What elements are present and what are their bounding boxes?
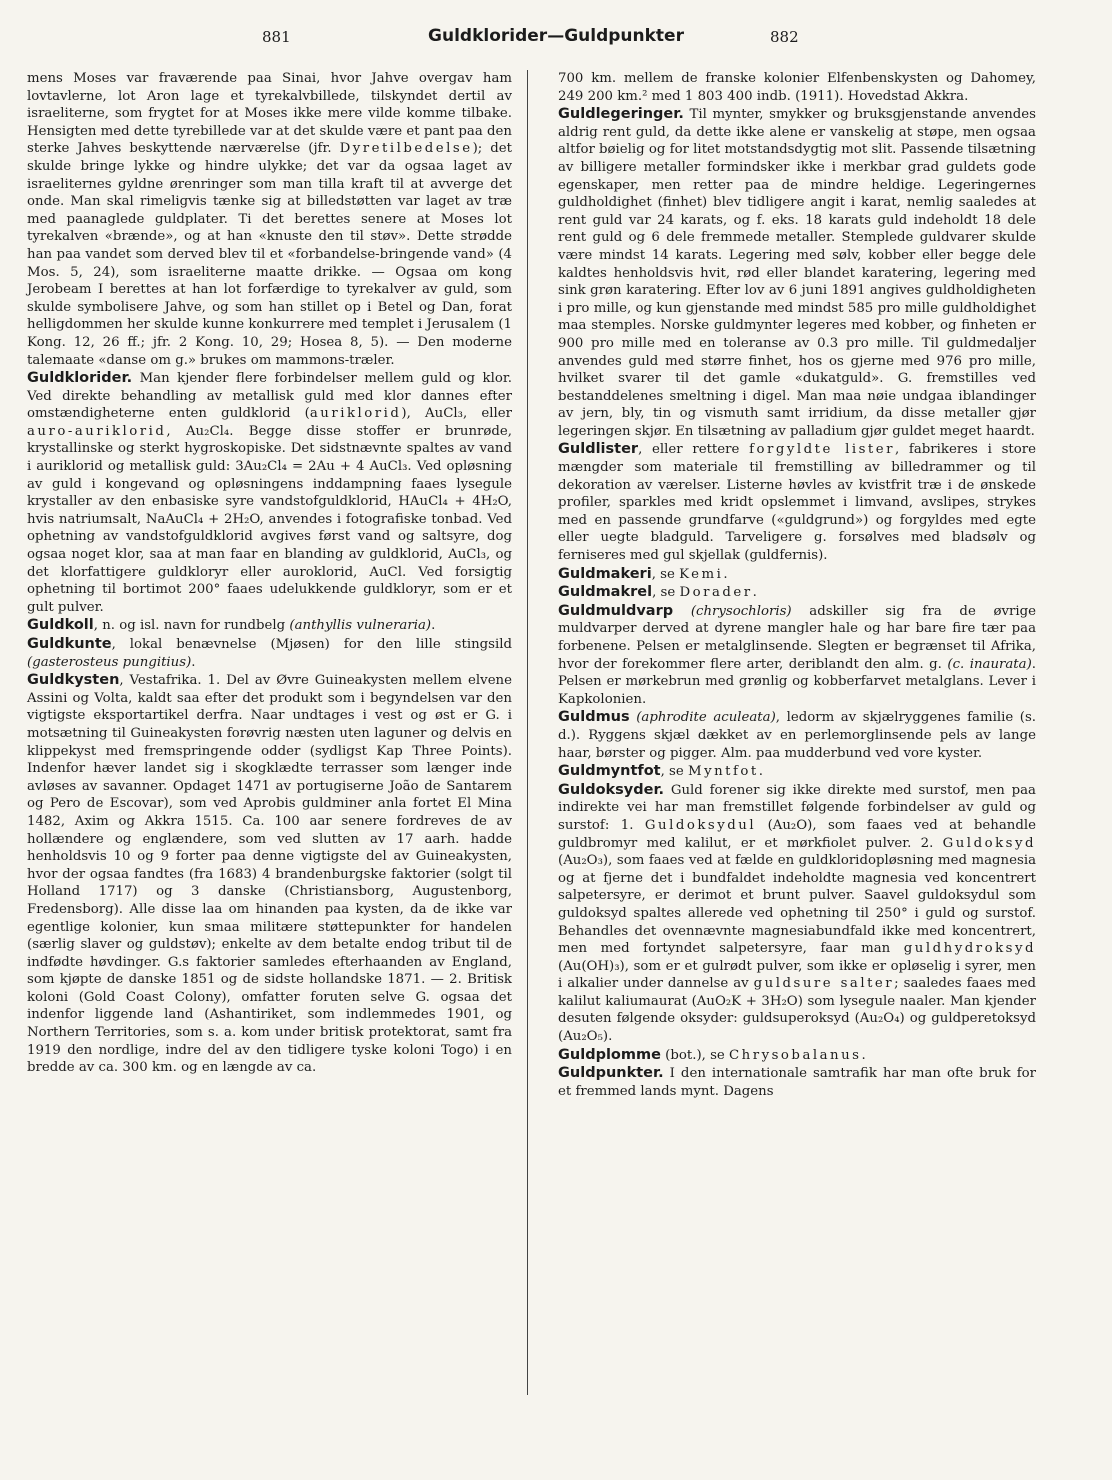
italic-text: (gasterosteus pungitius) (27, 654, 192, 670)
entry-text: Guld forener sig ikke direkte med surstof, men paa indirekte vei har man fremstillet følgende forbindelser av guld og surstof: 1. (558, 782, 1036, 833)
entry-headword: Guldpunkter. (558, 1065, 664, 1082)
entry-headword: Guldkunte (27, 636, 112, 652)
italic-text: (chrysochloris) (690, 603, 792, 619)
entry-text: , Vestafrika. 1. Del av Øvre Guineakysten mellem elvene Assini og Volta, kaldt saa efter det produkt som i begyndelsen var den vigtigste eksportartikel derfra. Naar undtages i vest og øst er G. i motsætning til Guineakysten forøvrig næsten uten laguner og delvis en klippekyst med fremspringende odder (sydligst Kap Three Points). Indenfor hæver landet sig i skogklædte terrasser som længer inde avløses av savanner. Opdaget 1471 av portugiserne João de Santarem og Pero de Escovar), som ved Aprobis guldminer anla fortet El Mina 1482, Axim og Akkra 1515. Ca. 100 aar senere fordreves de av hollændere og englændere, som ved slutten av 17 aarh. hadde henholdsvis 10 og 9 forter paa denne vigtigste del av Guineakysten, hvor der ogsaa fandtes (fra 1683) 4 brandenburgske faktorier (solgt til Holland 1717) og 3 danske (Christiansborg, Augustenborg, Fredensborg). Alle disse laa om hinanden paa kysten, da de ikke var egentlige kolonier, kun smaa militære støttepunkter for handelen (særlig slaver og guldstøv); enkelte av dem betalte endog tribut til de indfødte høvdinger. G.s faktorier samledes efterhaanden av England, som kjøpte de danske 1851 og de sidste hollandske 1871. — 2. Britisk koloni (Gold Coast Colony), omfatter foruten selve G. ogsaa det indenfor liggende land (Ashantiriket, som indlemmedes 1901, og Northern Territories, som s. a. kom under britisk protektorat, samt fra 1919 den nordlige, indre del av den tidligere tyske koloni Togo) i en bredde av ca. 300 km. og en længde av ca. (27, 673, 512, 1076)
entry-headword: Guldkoll (27, 617, 94, 634)
spaced-text: Dorader (679, 585, 753, 601)
page-number-right: 882 (770, 28, 799, 46)
running-title: Guldklorider—Guldpunkter (428, 26, 684, 46)
entry-text: . (758, 764, 764, 780)
entry-text: , n. og isl. navn for rundbelg (93, 618, 290, 634)
entry-headword: Guldklorider. (27, 370, 133, 387)
entry-text: . (752, 585, 757, 601)
left-column (27, 70, 512, 1077)
article-entry (558, 106, 1036, 440)
entry-text: ; saaledes faaes med kalilut kaliumaurat (AuO₂K + 3H₂O) som lysegule naaler. Man kjender desuten følgende oksyder: guldsuperoksyd (Au₂O₄) og guldperetoksyd (Au₂O₅). (558, 976, 1037, 1045)
spaced-text: auro-auriklorid (27, 423, 167, 439)
article-entry (27, 636, 512, 671)
article-entry (558, 763, 1036, 781)
article-entry (558, 584, 1036, 602)
entry-headword: Guldmakeri (558, 565, 652, 582)
spaced-text: guldhydroksyd (903, 941, 1036, 957)
entry-text: . Pelsen er mørkebrun med grønlig og kobberfarvet metalglans. Lever i Kapkolonien. (558, 656, 1036, 707)
page-header (0, 28, 1112, 58)
entry-text: , Au₂Cl₄. Begge disse stoffer er brunrøde, krystallinske og sterkt hygroskopiske. Det sidstnævnte spaltes av vand i auriklorid og metallisk guld: 3Au₂Cl₄ = 2Au + 4 AuCl₃. Ved opløsning av guld i kongevand og opløsningens inddampning faaes lysegule krystaller av den enbasiske syre vandstofguldklorid, HAuCl₄ + 4H₂O, hvis natriumsalt, NaAuCl₄ + 2H₂O, anvendes i fotografiske tonbad. Ved ophetning av vandstofguldklorid avgives først vand og saltsyre, dog ogsaa noget klor, saa at man faar en blanding av guldklorid, AuCl₃, og det klorfattigere guldkloryr eller auroklorid, AuCl. Ved forsigtig ophetning til bortimot 200° faaes udelukkende guldkloryr, som er et gult pulver. (27, 423, 512, 615)
entry-text: . (861, 1047, 866, 1063)
article-entry (27, 617, 512, 635)
entry-text (673, 604, 691, 619)
entry-headword: Guldmakrel (558, 584, 653, 601)
entry-text: ), AuCl₃, eller (401, 406, 512, 422)
entry-text: 700 km. mellem de franske kolonier Elfenbenskysten og Dahomey, 249 200 km.² med 1 803 400 indb. (1911). Hovedstad Akkra. (558, 71, 1036, 104)
article-entry (558, 709, 1036, 762)
entry-text: (Au₂O₃), som faaes ved at fælde en guldkloridopløsning med magnesia og at fjerne det i bundfaldet indeholdte magnesia ved koncentrert salpetersyre, er derimot et brunt pulver. Saavel guldoksydul som guldoksyd spaltes allerede ved ophetning til 250° i guld og surstof. Behandles det ovennævnte magnesiabundfald ikke med koncentrert, men med fortyndet salpetersyre, faar man (558, 853, 1036, 957)
entry-text: (Au(OH)₃), som er et gulrødt pulver, som ikke er opløselig i syrer, men i alkalier under dannelse av (558, 958, 1036, 992)
article-entry (27, 370, 512, 616)
article-entry (558, 1065, 1036, 1100)
spaced-text: guldsure salter (753, 976, 895, 992)
entry-text: , se (660, 764, 688, 780)
spaced-text: Guldoksydul (644, 817, 757, 833)
article-entry (558, 1047, 1036, 1065)
entry-text: I den internationale samtrafik har man ofte bruk for et fremmed lands mynt. Dagens (558, 1066, 1036, 1099)
entry-text: . (191, 654, 196, 670)
article-entry (27, 672, 512, 1077)
spaced-text: Kemi (679, 566, 724, 582)
entry-headword: Guldlister (558, 441, 639, 458)
spaced-text: Chrysobalanus (729, 1047, 862, 1063)
entry-text: , se (651, 566, 680, 582)
entry-headword: Guldplomme (558, 1046, 661, 1063)
spaced-text: forgyldte lister (749, 442, 895, 458)
entry-text: (Au₂O), som faaes ved at behandle guldbromyr med kalilut, er et mørkfiolet pulver. 2. (558, 817, 1036, 851)
entry-text: , lokal benævnelse (Mjøsen) for den lille stingsild (111, 637, 512, 652)
right-column (558, 70, 1036, 1100)
spaced-text: Dyretilbedelse (339, 141, 473, 157)
entry-headword: Guldkysten (27, 672, 120, 689)
spaced-text: Guldoksyd (942, 835, 1036, 851)
entry-text: . (431, 618, 436, 634)
article-entry (558, 603, 1036, 709)
italic-text: (anthyllis vulneraria) (289, 618, 432, 634)
italic-text: (aphrodite aculeata) (636, 710, 776, 726)
entry-text: , fabrikeres i store mængder som materiale til fremstilling av billedrammer og til dekoration av værelser. Listerne høvles av kvistfrit træ i de ønskede profiler, sparkles med kridt opslemmet i limvand, avslipes, strykes med en passende grundfarve («guldgrund») og forgyldes med egte eller uegte bladguld. Tarveligere g. forsølves med bladsølv og ferniseres med gul skjellak (guldfernis). (558, 442, 1036, 564)
entry-text: , ledorm av skjælryggenes familie (s. d.). Ryggens skjæl dækket av en perlemorglinsende pels av lange haar, børster og pigger. Alm. paa mudderbund ved vore kyster. (558, 710, 1037, 761)
entry-headword: Guldmus (558, 709, 630, 726)
entry-text: , eller rettere (638, 442, 750, 458)
entry-text: (bot.), se (660, 1047, 729, 1063)
entry-headword: Guldlegeringer. (558, 106, 684, 123)
entry-text: Man kjender flere forbindelser mellem guld og klor. Ved direkte behandling av metallisk guld med klor dannes efter omstændigheterne enten guldklorid ( (27, 371, 512, 422)
article-entry (558, 70, 1036, 105)
article-entry (558, 441, 1036, 564)
entry-headword: Guldoksyder. (558, 781, 665, 798)
entry-text: mens Moses var fraværende paa Sinai, hvor Jahve overgav ham lovtavlerne, lot Aron lage et tyrekalvbillede, tilskyndet dertil av israeliterne, som frygtet for at Moses ikke mere vilde komme tilbake. Hensigten med dette tyrebillede var at det skulde være et pant paa den sterke Jahves beskyttende nærværelse (jfr. (27, 71, 512, 157)
page-number-left: 881 (262, 28, 291, 46)
spaced-text: Myntfot (687, 764, 759, 780)
article-entry (27, 70, 512, 369)
column-divider (527, 70, 528, 1395)
spaced-text: auriklorid (309, 406, 402, 422)
article-entry (558, 566, 1036, 584)
entry-headword: Guldmuldvarp (558, 602, 674, 619)
article-entry (558, 782, 1036, 1046)
entry-text: ); det skulde bringe lykke og hindre ulykke; det var da ogsaa laget av israeliternes gyldne ørenringer som man tilla kraft til at avverge det onde. Man skal rimeligvis tænke sig at billedstøtten var laget av træ med paanaglede guldplater. Ti det berettes senere at Moses lot tyrekalven «brænde», og at han «knuste den til støv». Dette strødde han paa vandet som derved blev til et «forbandelse-bringende vand» (4 Mos. 5, 24), som israeliterne maatte drikke. — Ogsaa om kong Jerobeam I berettes at han lot forfærdige to tyrekalver av guld, som skulde symbolisere Jahve, og som han stillet op i Betel og Dan, forat helligdommen her skulde kunne konkurrere med templet i Jerusalem (1 Kong. 12, 26 ff.; jfr. 2 Kong. 10, 29; Hosea 8, 5). — Den moderne talemaate «danse om g.» brukes om mammons-træler. (27, 141, 512, 368)
entry-text: Til mynter, smykker og bruksgjenstande anvendes aldrig rent guld, da dette ikke alene er vanskelig at støpe, men ogsaa altfor bøielig og for litet motstandsdygtig mot slit. Passende tilsætning av billigere metaller formindsker ikke i merkbar grad guldets gode egenskaper, men retter paa de mindre heldige. Legeringernes guldholdighet (finhet) blev tidligere angit i karat, nemlig saaledes at rent guld var 24 karats, og f. eks. 18 karats guld indeholdt 18 dele rent guld og 6 dele fremmede metaller. Stemplede guldvarer skulde være mindst 14 karats. Legering med sølv, kobber eller begge dele kaldtes henholdsvis hvit, rød eller blandet karatering, legering med sink grøn karatering. Efter lov av 6 juni 1891 angives guldholdigheten i pro mille, og kun gjenstande med mindst 585 pro mille guldholdighet maa stemples. Norske guldmynter legeres med kobber, og finheten er 900 pro mille med en toleranse av 0.3 pro mille. Til guldmedaljer anvendes guld med større finhet, hos os gjerne med 976 pro mille, hvilket svarer til det gamle «dukatguld». G. fremstilles ved bestanddelenes smeltning i digel. Man maa nøie undgaa iblandinger av jern, bly, tin og vismuth samt irridium, da disse metaller gjør legeringen skjør. En tilsætning av palladium gjør guldet meget haardt. (558, 107, 1036, 439)
entry-headword: Guldmyntfot (558, 763, 661, 780)
entry-text: , se (652, 585, 680, 601)
italic-text: (c. inaurata) (947, 656, 1032, 672)
entry-text: . (723, 566, 728, 582)
entry-text: adskiller sig fra de øvrige muldvarper derved at dyrene mangler hale og har bare fire tær paa forbenene. Pelsen er metalglinsende. Slegten er begrænset til Afrika, hvor der forekommer flere arter, deriblandt den alm. g. (558, 603, 1036, 672)
